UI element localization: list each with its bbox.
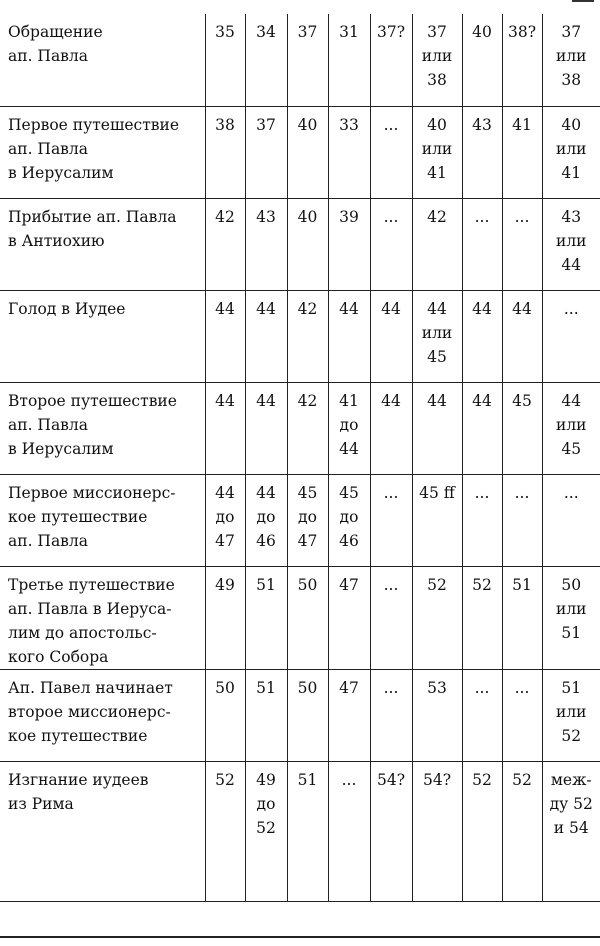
- event-cell: [0, 474, 205, 566]
- year-line: 42: [297, 299, 318, 318]
- year-line: 37: [427, 23, 447, 41]
- year-cell: [287, 761, 328, 901]
- year-line: до: [215, 507, 235, 526]
- year-line: ...: [474, 483, 490, 502]
- year-line: 51: [561, 678, 582, 697]
- event-line: Ап. Павел начинает: [8, 678, 173, 697]
- year-line: 44: [427, 391, 447, 410]
- year-cell: [245, 14, 287, 106]
- year-line: ...: [514, 678, 530, 697]
- year-line: или: [555, 231, 587, 250]
- year-line: 47: [339, 678, 359, 697]
- year-line: или: [555, 599, 587, 618]
- year-cell: [542, 566, 600, 669]
- year-line: до: [339, 507, 359, 526]
- year-line: 51: [561, 623, 582, 642]
- year-line: 44: [215, 483, 235, 502]
- year-line: 47: [215, 531, 235, 550]
- event-line: кое путешествие: [8, 726, 148, 745]
- year-cell: [462, 106, 502, 198]
- event-cell: [0, 761, 205, 901]
- year-cell: [412, 669, 462, 761]
- year-line: 45: [427, 347, 447, 366]
- year-line: 44: [339, 439, 359, 458]
- year-cell: [287, 198, 328, 290]
- year-line: 40: [297, 207, 318, 226]
- year-line: 40: [561, 115, 582, 134]
- year-cell: [412, 382, 462, 474]
- event-line: Первое миссионерс-: [8, 483, 176, 502]
- year-line: 52: [256, 818, 276, 837]
- event-line: лим до апостольс-: [8, 623, 157, 642]
- year-line: 38: [215, 115, 235, 134]
- year-cell: [245, 290, 287, 382]
- year-line: 50: [561, 575, 582, 594]
- year-line: 52: [472, 575, 492, 594]
- event-line: Третье путешествие: [8, 575, 175, 594]
- year-line: 44: [381, 391, 401, 410]
- event-cell: [0, 106, 205, 198]
- year-cell: [328, 14, 370, 106]
- year-line: ...: [383, 483, 399, 502]
- year-line: 50: [215, 678, 235, 697]
- year-cell: [462, 761, 502, 901]
- year-cell: [205, 382, 245, 474]
- year-cell: [287, 106, 328, 198]
- year-cell: [328, 669, 370, 761]
- year-line: 38: [561, 71, 582, 89]
- year-line: или: [555, 47, 587, 65]
- year-cell: [328, 382, 370, 474]
- year-cell: [370, 382, 412, 474]
- year-cell: [542, 474, 600, 566]
- year-cell: [328, 566, 370, 669]
- year-cell: [412, 474, 462, 566]
- event-line: в Антиохию: [8, 231, 105, 250]
- chronology-table: [0, 14, 600, 902]
- year-line: меж-: [550, 770, 592, 789]
- event-line: ап. Павла: [8, 47, 88, 65]
- event-cell: [0, 669, 205, 761]
- year-line: ду 52: [549, 794, 593, 813]
- year-line: 51: [297, 770, 318, 789]
- event-line: второе миссионерс-: [8, 702, 171, 721]
- year-line: 44: [256, 299, 276, 318]
- year-line: 43: [561, 207, 582, 226]
- year-line: 47: [297, 531, 318, 550]
- year-cell: [412, 198, 462, 290]
- year-line: 45: [561, 439, 582, 458]
- year-cell: [542, 669, 600, 761]
- year-line: или: [555, 139, 587, 158]
- year-cell: [245, 761, 287, 901]
- year-cell: [412, 566, 462, 669]
- year-cell: [542, 290, 600, 382]
- year-line: или: [555, 415, 587, 434]
- year-line: 44: [215, 299, 235, 318]
- year-line: 50: [297, 678, 318, 697]
- year-cell: [542, 382, 600, 474]
- year-cell: [462, 474, 502, 566]
- year-line: 45: [512, 391, 532, 410]
- event-line: из Рима: [8, 794, 74, 813]
- year-cell: [287, 474, 328, 566]
- year-line: 37: [256, 115, 276, 134]
- year-line: 34: [256, 23, 276, 41]
- year-cell: [542, 14, 600, 106]
- year-cell: [205, 290, 245, 382]
- year-line: 49: [215, 575, 235, 594]
- year-cell: [502, 761, 542, 901]
- year-line: 44: [472, 299, 492, 318]
- year-cell: [245, 106, 287, 198]
- event-line: ап. Павла: [8, 415, 88, 434]
- year-cell: [502, 198, 542, 290]
- year-line: 52: [427, 575, 447, 594]
- year-line: 44: [339, 299, 359, 318]
- year-cell: [370, 198, 412, 290]
- year-line: 37?: [376, 23, 406, 41]
- year-line: 44: [215, 391, 235, 410]
- year-line: ...: [383, 207, 399, 226]
- table-row: [0, 14, 600, 106]
- year-cell: [502, 382, 542, 474]
- event-cell: [0, 290, 205, 382]
- event-line: ап. Павла в Иеруса-: [8, 599, 172, 618]
- year-line: 35: [215, 23, 235, 41]
- year-cell: [462, 290, 502, 382]
- year-line: до: [256, 794, 276, 813]
- event-line: ап. Павла: [8, 139, 88, 158]
- year-line: 44: [512, 299, 532, 318]
- year-cell: [328, 474, 370, 566]
- event-cell: [0, 14, 205, 106]
- year-cell: [205, 669, 245, 761]
- event-line: в Иерусалим: [8, 163, 114, 182]
- event-line: Второе путешествие: [8, 391, 177, 410]
- year-line: ...: [514, 483, 530, 502]
- year-cell: [412, 106, 462, 198]
- year-cell: [502, 14, 542, 106]
- year-line: ...: [563, 483, 579, 502]
- year-cell: [287, 669, 328, 761]
- year-cell: [502, 290, 542, 382]
- year-cell: [502, 566, 542, 669]
- year-line: 42: [215, 207, 235, 226]
- table-body: [0, 14, 600, 901]
- event-cell: [0, 382, 205, 474]
- year-line: 43: [472, 115, 492, 134]
- table-row: [0, 566, 600, 669]
- table-row: [0, 198, 600, 290]
- year-line: 41: [561, 163, 582, 182]
- year-cell: [502, 474, 542, 566]
- year-cell: [205, 566, 245, 669]
- year-cell: [328, 761, 370, 901]
- year-line: 53: [427, 678, 447, 697]
- year-line: ...: [474, 678, 490, 697]
- year-line: 43: [256, 207, 276, 226]
- year-line: 52: [215, 770, 235, 789]
- bottom-rule: [0, 936, 600, 938]
- year-line: или: [421, 139, 453, 158]
- year-line: 44: [561, 255, 582, 274]
- event-line: Голод в Иудее: [8, 299, 126, 318]
- year-line: 42: [297, 391, 318, 410]
- year-line: до: [339, 415, 359, 434]
- year-line: 51: [256, 678, 276, 697]
- year-line: 41: [427, 163, 447, 182]
- year-line: 46: [256, 531, 276, 550]
- year-cell: [542, 106, 600, 198]
- year-cell: [502, 669, 542, 761]
- year-cell: [328, 198, 370, 290]
- table-row: [0, 669, 600, 761]
- year-line: или: [555, 702, 587, 721]
- top-rule: [0, 0, 600, 6]
- event-line: Обращение: [8, 23, 103, 41]
- year-line: 44: [561, 391, 582, 410]
- year-line: 38: [427, 71, 447, 89]
- year-cell: [287, 14, 328, 106]
- year-cell: [462, 14, 502, 106]
- year-cell: [205, 14, 245, 106]
- year-cell: [370, 566, 412, 669]
- year-line: 45: [297, 483, 318, 502]
- year-line: 44: [427, 299, 447, 318]
- year-line: ...: [383, 575, 399, 594]
- year-line: и 54: [553, 818, 589, 837]
- year-line: 40: [472, 23, 492, 41]
- year-cell: [462, 382, 502, 474]
- year-cell: [370, 761, 412, 901]
- event-cell: [0, 198, 205, 290]
- event-line: кого Собора: [8, 647, 109, 666]
- year-cell: [462, 566, 502, 669]
- year-cell: [205, 474, 245, 566]
- year-line: ...: [383, 678, 399, 697]
- year-cell: [245, 198, 287, 290]
- year-line: или: [421, 47, 453, 65]
- year-line: 37: [561, 23, 582, 41]
- year-line: 54?: [422, 770, 452, 789]
- year-cell: [287, 290, 328, 382]
- year-line: 50: [297, 575, 318, 594]
- event-line: Прибытие ап. Павла: [8, 207, 177, 226]
- year-cell: [370, 14, 412, 106]
- year-cell: [205, 106, 245, 198]
- year-line: 54?: [376, 770, 406, 789]
- year-cell: [328, 106, 370, 198]
- year-line: ...: [514, 207, 530, 226]
- year-line: 51: [256, 575, 276, 594]
- year-line: 45: [339, 483, 359, 502]
- year-line: 44: [256, 483, 276, 502]
- year-line: 52: [472, 770, 492, 789]
- table-row: [0, 382, 600, 474]
- year-cell: [205, 761, 245, 901]
- year-cell: [245, 382, 287, 474]
- year-cell: [370, 290, 412, 382]
- year-line: 40: [297, 115, 318, 134]
- year-cell: [245, 669, 287, 761]
- year-line: 41: [512, 115, 532, 134]
- event-line: Первое путешествие: [8, 115, 180, 134]
- year-line: 45 ff: [419, 483, 455, 502]
- year-cell: [542, 761, 600, 901]
- year-cell: [542, 198, 600, 290]
- year-cell: [287, 566, 328, 669]
- year-cell: [287, 382, 328, 474]
- event-line: кое путешествие: [8, 507, 148, 526]
- year-cell: [370, 474, 412, 566]
- year-cell: [245, 474, 287, 566]
- year-cell: [412, 761, 462, 901]
- year-cell: [412, 290, 462, 382]
- page-number-mark: [572, 0, 594, 2]
- year-line: 31: [339, 23, 359, 41]
- year-line: 44: [381, 299, 401, 318]
- year-line: 44: [472, 391, 492, 410]
- year-line: 39: [339, 207, 359, 226]
- year-line: 52: [561, 726, 582, 745]
- table-row: [0, 106, 600, 198]
- year-cell: [245, 566, 287, 669]
- year-line: 49: [256, 770, 276, 789]
- year-cell: [370, 669, 412, 761]
- year-cell: [502, 106, 542, 198]
- event-line: в Иерусалим: [8, 439, 114, 458]
- year-line: 44: [256, 391, 276, 410]
- year-line: до: [256, 507, 276, 526]
- year-line: до: [298, 507, 317, 526]
- event-line: ап. Павла: [8, 531, 88, 550]
- year-cell: [412, 14, 462, 106]
- year-cell: [328, 290, 370, 382]
- year-cell: [205, 198, 245, 290]
- year-line: 47: [339, 575, 359, 594]
- table-row: [0, 290, 600, 382]
- year-line: 40: [427, 115, 447, 134]
- year-line: 33: [339, 115, 359, 134]
- year-line: 41: [339, 391, 359, 410]
- year-line: 42: [427, 207, 447, 226]
- year-line: ...: [474, 207, 490, 226]
- year-line: 37: [297, 23, 318, 41]
- year-line: 38?: [507, 23, 537, 41]
- year-cell: [370, 106, 412, 198]
- year-line: 51: [512, 575, 532, 594]
- table-row: [0, 474, 600, 566]
- year-line: или: [421, 323, 453, 342]
- year-cell: [462, 669, 502, 761]
- year-line: ...: [341, 770, 357, 789]
- event-line: Изгнание иудеев: [8, 770, 149, 789]
- year-line: ...: [383, 115, 399, 134]
- year-cell: [462, 198, 502, 290]
- year-line: 46: [339, 531, 359, 550]
- table-row: [0, 761, 600, 901]
- event-cell: [0, 566, 205, 669]
- year-line: 52: [512, 770, 532, 789]
- year-line: ...: [563, 299, 579, 318]
